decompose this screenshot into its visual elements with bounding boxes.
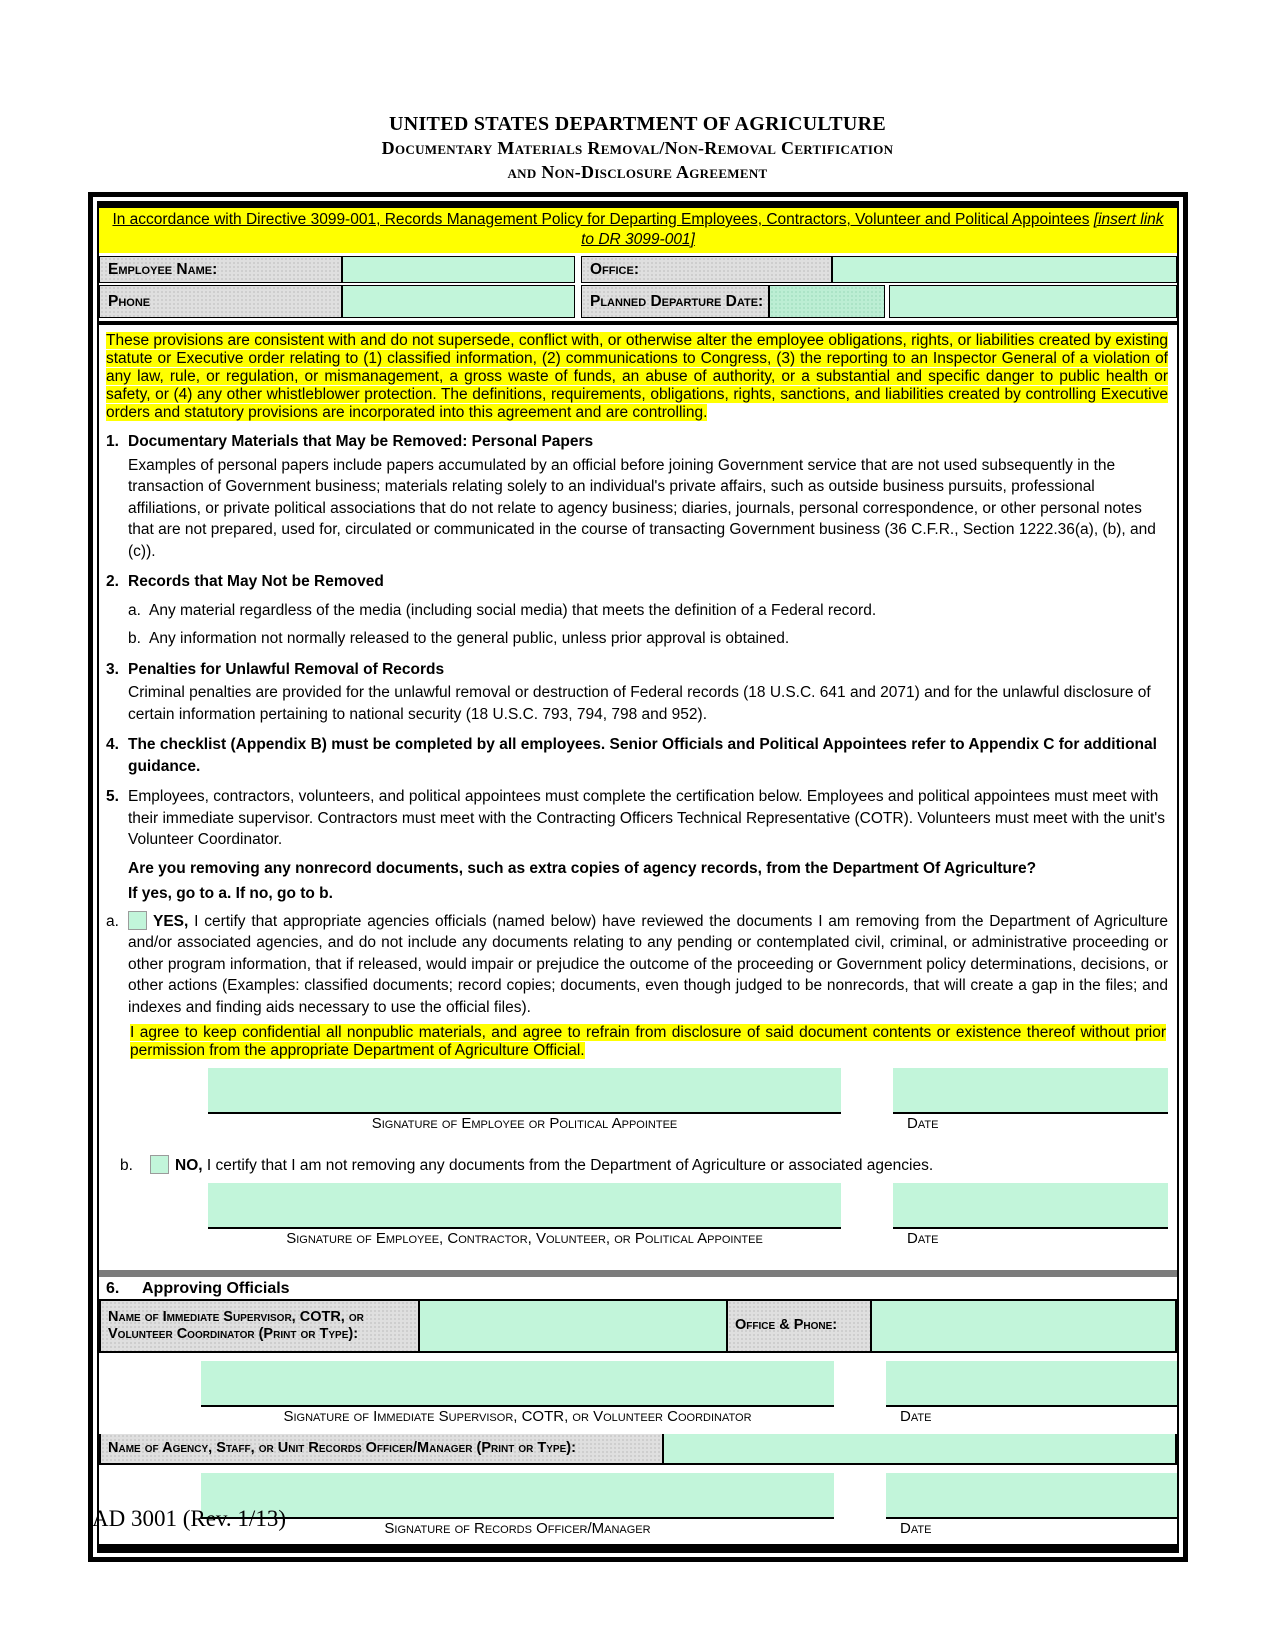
section-4-text: The checklist (Appendix B) must be completed by all employees. Senior Officials and Political Appointees refer to Appendix C for additional guidance. <box>128 736 1157 775</box>
item-b-text: Any information not normally released to the general public, unless prior approval is obtained. <box>149 630 790 647</box>
option-a-letter: a. <box>106 912 119 930</box>
section-2-number: 2. <box>106 573 119 590</box>
directive-banner <box>99 208 1177 253</box>
signature-row-contractor <box>106 1183 1168 1229</box>
option-a <box>106 911 1168 1019</box>
confidentiality-paragraph <box>130 1024 1168 1060</box>
document-title <box>0 0 1275 183</box>
phone-label: Phone <box>99 285 342 318</box>
signature-caption-label: Signature of Employee or Political Appointee <box>371 1115 678 1132</box>
records-officer-name-label: Name of Agency, Staff, or Unit Records Officer/Manager (Print or Type): <box>101 1434 664 1463</box>
section-4-number: 4. <box>106 736 119 753</box>
date-label: Date <box>900 1519 932 1537</box>
yes-checkbox[interactable] <box>128 911 147 930</box>
directive-link-note: [insert link to DR 3099-001] <box>581 211 1164 248</box>
section-4 <box>106 734 1168 777</box>
section-6-number: 6. <box>106 1279 120 1297</box>
records-officer-signature-date-field[interactable] <box>886 1473 1177 1519</box>
date-label: Date <box>907 1115 939 1132</box>
supervisor-signature-date-field[interactable] <box>886 1361 1177 1407</box>
phone-input[interactable] <box>342 285 575 318</box>
option-b <box>106 1155 1168 1177</box>
item-b-letter: b. <box>128 630 141 647</box>
removal-question: Are you removing any nonrecord documents, such as extra copies of agency records, from the Department Of Agriculture? <box>128 859 1037 877</box>
section-1 <box>106 431 1168 562</box>
office-phone-label: Office & Phone: <box>728 1301 872 1351</box>
office-phone-input[interactable] <box>872 1301 1175 1351</box>
departure-date-input[interactable] <box>769 285 885 318</box>
employee-signature-field[interactable] <box>208 1068 841 1114</box>
records-officer-name-input[interactable] <box>664 1434 1175 1463</box>
section-3-body: Criminal penalties are provided for the unlawful removal or destruction of Federal records (18 U.S.C. 641 and 2071) and for the unlawful disclosure of certain information pertaining to national security (18 U.S.C. 793, 794, 798 and 952). <box>128 684 1151 723</box>
section-2-heading: Records that May Not be Removed <box>128 573 384 590</box>
provisions-paragraph <box>106 332 1168 422</box>
contractor-signature-field[interactable] <box>208 1183 841 1229</box>
section-2-item-b <box>128 628 1168 650</box>
provisions-highlight: These provisions are consistent with and do not supersede, conflict with, or otherwise alter the employee obligations, rights, or liabilities created by existing statute or Executive order relating to (1) classified information, (2) communications to Congress, (3) the reporting to an Inspector General of a violation of any law, rule, or regulation, or mismanagement, a gross waste of funds, an abuse of authority, or a substantial and specific danger to public health or safety, or (4) any other whistleblower protection. The definitions, requirements, obligations, rights, sanctions, and liabilities created by controlling Executive orders and statutory provisions are incorporated into this agreement and are controlling. <box>106 332 1168 421</box>
office-label: Office: <box>581 256 832 283</box>
signature-caption-label: Signature of Records Officer/Manager <box>384 1519 651 1537</box>
title-line-1: UNITED STATES DEPARTMENT OF AGRICULTURE <box>388 113 887 135</box>
office-input[interactable] <box>832 256 1177 283</box>
supervisor-row <box>99 1301 1177 1353</box>
employee-signature-date-field[interactable] <box>893 1068 1168 1114</box>
option-b-letter: b. <box>120 1157 133 1174</box>
form-container <box>88 192 1188 1562</box>
form-number: AD 3001 (Rev. 1/13) <box>92 1506 286 1531</box>
supervisor-name-label: Name of Immediate Supervisor, COTR, or Volunteer Coordinator (Print or Type): <box>101 1301 420 1351</box>
option-a-label: YES, <box>153 912 189 930</box>
records-officer-signature-field[interactable] <box>201 1473 834 1519</box>
employee-name-label: Employee Name: <box>99 256 342 283</box>
employee-office-row <box>99 256 1177 283</box>
no-checkbox[interactable] <box>150 1155 169 1174</box>
signature-caption-label: Signature of Employee, Contractor, Volunteer, or Political Appointee <box>286 1229 763 1247</box>
section-2 <box>106 571 1168 650</box>
signature-row-employee <box>106 1068 1168 1114</box>
confidentiality-highlight: I agree to keep confidential all nonpublic materials, and agree to refrain from disclosure of said document contents or existence thereof without prior permission from the appropriate Department of Agriculture Official. <box>130 1024 1166 1059</box>
signature-row-supervisor <box>99 1361 1177 1407</box>
section-6-heading-row <box>99 1277 1177 1301</box>
section-3-number: 3. <box>106 660 119 678</box>
departure-date-label: Planned Departure Date: <box>581 285 769 318</box>
section-3-heading: Penalties for Unlawful Removal of Records <box>128 660 445 678</box>
departure-date-extra-input[interactable] <box>889 285 1177 318</box>
signature-caption-contractor <box>106 1229 1168 1250</box>
employee-name-input[interactable] <box>342 256 575 283</box>
records-officer-row <box>99 1434 1177 1465</box>
section-5-number: 5. <box>106 788 119 805</box>
supervisor-signature-field[interactable] <box>201 1361 834 1407</box>
option-b-label: NO, <box>175 1157 203 1174</box>
form-body <box>99 325 1177 1254</box>
contractor-signature-date-field[interactable] <box>893 1183 1168 1229</box>
directive-text: In accordance with Directive 3099-001, Records Management Policy for Departing Employees, Contractors, Volunteer and Political Appointees <box>112 211 1090 228</box>
item-a-text: Any material regardless of the media (including social media) that meets the definition of a Federal record. <box>149 601 877 619</box>
section-1-heading: Documentary Materials that May be Removed: Personal Papers <box>128 433 594 450</box>
option-a-text: I certify that appropriate agencies officials (named below) have reviewed the documents I am removing from the Department of Agriculture and/or associated agencies, and do not include any documents relating to any pending or contemplated civil, criminal, or administrative proceeding or other program information, that if released, would impair or prejudice the outcome of the proceeding or Government policy determinations, decisions, or other actions (Examples: classified documents; record copies; documents, even though judged to be nonrecords, that will create a gap in the files; and indexes and finding aids necessary to use the official files). <box>128 912 1168 1016</box>
signature-caption-employee <box>106 1114 1168 1135</box>
date-label: Date <box>907 1229 939 1247</box>
section-6-heading: Approving Officials <box>142 1279 290 1297</box>
supervisor-name-input[interactable] <box>420 1301 728 1351</box>
phone-departure-row <box>99 285 1177 318</box>
section-3 <box>106 659 1168 726</box>
section-5 <box>106 786 1168 851</box>
section-2-item-a <box>128 600 1168 622</box>
signature-caption-label: Signature of Immediate Supervisor, COTR, or Volunteer Coordinator <box>283 1407 752 1425</box>
date-label: Date <box>900 1407 932 1425</box>
signature-caption-supervisor <box>99 1407 1177 1428</box>
section-5-body: Employees, contractors, volunteers, and political appointees must complete the certification below. Employees and political appointees must meet with their immediate supervisor. Contractors must meet with the Contracting Officers Technical Representative (COTR). Volunteers must meet with the unit's Volunteer Coordinator. <box>128 788 1166 848</box>
item-a-letter: a. <box>128 601 141 619</box>
title-line-2: Documentary Materials Removal/Non-Removal Certification <box>381 138 894 158</box>
title-line-3: and Non-Disclosure Agreement <box>507 161 768 182</box>
section-1-body: Examples of personal papers include papers accumulated by an official before joining Government service that are not used subsequently in the transaction of Government business; materials relating solely to an individual's private affairs, such as outside business pursuits, professional affiliations, or private political associations that do not relate to agency business; diaries, journals, personal correspondence, or other personal notes that are not prepared, used for, circulated or communicated in the course of transacting Government business (36 C.F.R., Section 1222.36(a), (b), and (c)). <box>128 456 1156 560</box>
branch-instruction: If yes, go to a. If no, go to b. <box>128 885 333 902</box>
section-1-number: 1. <box>106 433 119 450</box>
section-6-divider <box>99 1270 1177 1277</box>
option-b-text: I certify that I am not removing any documents from the Department of Agriculture or associated agencies. <box>206 1157 934 1174</box>
